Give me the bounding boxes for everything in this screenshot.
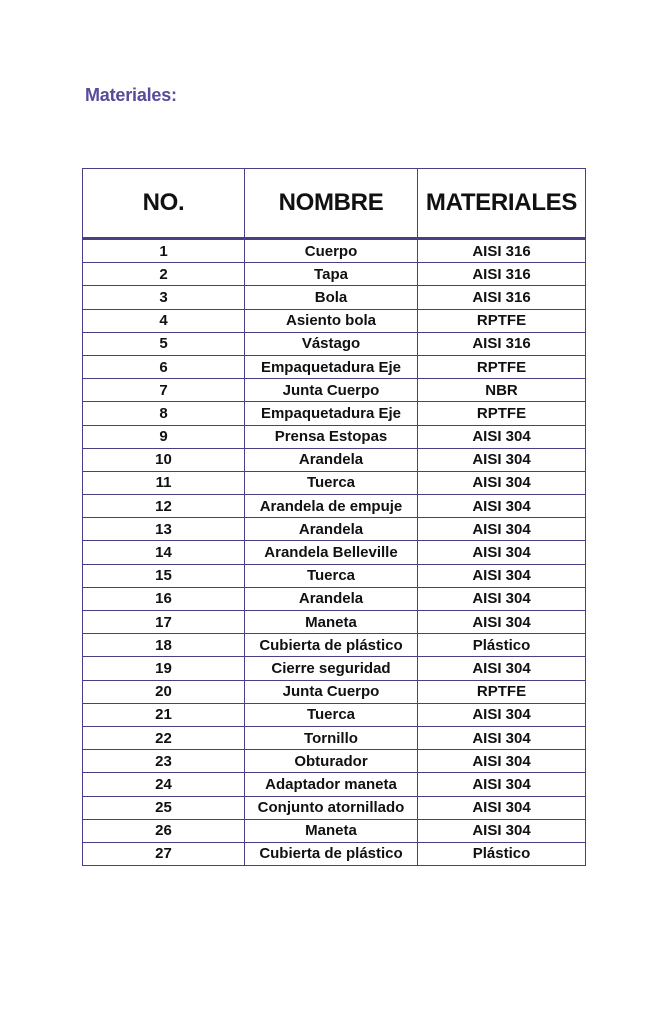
cell-nombre: Tuerca bbox=[245, 703, 418, 726]
table-row bbox=[83, 425, 586, 448]
cell-nombre: Junta Cuerpo bbox=[245, 680, 418, 703]
cell-nombre: Tapa bbox=[245, 263, 418, 286]
cell-nombre: Tornillo bbox=[245, 726, 418, 749]
table-row bbox=[83, 355, 586, 378]
table-row bbox=[83, 611, 586, 634]
cell-no: 20 bbox=[83, 680, 245, 703]
table-row bbox=[83, 263, 586, 286]
cell-nombre: Obturador bbox=[245, 750, 418, 773]
cell-material: AISI 304 bbox=[418, 657, 586, 680]
cell-nombre: Empaquetadura Eje bbox=[245, 355, 418, 378]
cell-material: AISI 304 bbox=[418, 495, 586, 518]
cell-no: 9 bbox=[83, 425, 245, 448]
cell-no: 1 bbox=[83, 239, 245, 263]
materials-table bbox=[82, 168, 586, 866]
cell-nombre: Vástago bbox=[245, 332, 418, 355]
cell-material: AISI 304 bbox=[418, 726, 586, 749]
cell-material: AISI 304 bbox=[418, 703, 586, 726]
cell-nombre: Arandela bbox=[245, 448, 418, 471]
cell-nombre: Cubierta de plástico bbox=[245, 634, 418, 657]
cell-nombre: Maneta bbox=[245, 819, 418, 842]
table-row bbox=[83, 634, 586, 657]
cell-nombre: Cubierta de plástico bbox=[245, 842, 418, 865]
table-row bbox=[83, 309, 586, 332]
table-row bbox=[83, 239, 586, 263]
cell-material: AISI 304 bbox=[418, 448, 586, 471]
table-row bbox=[83, 379, 586, 402]
cell-no: 2 bbox=[83, 263, 245, 286]
cell-material: AISI 304 bbox=[418, 518, 586, 541]
cell-nombre: Cierre seguridad bbox=[245, 657, 418, 680]
header-nombre: NOMBRE bbox=[245, 169, 418, 239]
table-header-row bbox=[83, 169, 586, 239]
table-row bbox=[83, 587, 586, 610]
table-row bbox=[83, 286, 586, 309]
cell-material: AISI 304 bbox=[418, 541, 586, 564]
cell-material: AISI 304 bbox=[418, 750, 586, 773]
table-row bbox=[83, 564, 586, 587]
cell-no: 6 bbox=[83, 355, 245, 378]
cell-material: RPTFE bbox=[418, 309, 586, 332]
cell-nombre: Prensa Estopas bbox=[245, 425, 418, 448]
table-row bbox=[83, 819, 586, 842]
table-row bbox=[83, 796, 586, 819]
table-row bbox=[83, 750, 586, 773]
cell-no: 19 bbox=[83, 657, 245, 680]
cell-nombre: Adaptador maneta bbox=[245, 773, 418, 796]
cell-nombre: Arandela Belleville bbox=[245, 541, 418, 564]
cell-no: 4 bbox=[83, 309, 245, 332]
table-row bbox=[83, 680, 586, 703]
cell-material: AISI 316 bbox=[418, 263, 586, 286]
cell-nombre: Arandela de empuje bbox=[245, 495, 418, 518]
cell-material: AISI 304 bbox=[418, 611, 586, 634]
cell-material: AISI 304 bbox=[418, 471, 586, 494]
cell-material: Plástico bbox=[418, 634, 586, 657]
cell-nombre: Arandela bbox=[245, 587, 418, 610]
cell-material: RPTFE bbox=[418, 355, 586, 378]
table-row bbox=[83, 842, 586, 865]
cell-no: 21 bbox=[83, 703, 245, 726]
table-row bbox=[83, 471, 586, 494]
table-row bbox=[83, 332, 586, 355]
cell-no: 25 bbox=[83, 796, 245, 819]
table-row bbox=[83, 495, 586, 518]
table-row bbox=[83, 703, 586, 726]
cell-material: AISI 316 bbox=[418, 332, 586, 355]
cell-no: 18 bbox=[83, 634, 245, 657]
cell-no: 15 bbox=[83, 564, 245, 587]
section-title: Materiales: bbox=[85, 85, 177, 105]
table-row bbox=[83, 518, 586, 541]
table-row bbox=[83, 402, 586, 425]
cell-material: AISI 304 bbox=[418, 796, 586, 819]
table-row bbox=[83, 773, 586, 796]
cell-nombre: Conjunto atornillado bbox=[245, 796, 418, 819]
cell-no: 26 bbox=[83, 819, 245, 842]
cell-nombre: Cuerpo bbox=[245, 239, 418, 263]
header-materiales: MATERIALES bbox=[418, 169, 586, 239]
table-row bbox=[83, 541, 586, 564]
cell-no: 22 bbox=[83, 726, 245, 749]
cell-no: 5 bbox=[83, 332, 245, 355]
cell-no: 7 bbox=[83, 379, 245, 402]
cell-no: 14 bbox=[83, 541, 245, 564]
cell-material: NBR bbox=[418, 379, 586, 402]
cell-no: 13 bbox=[83, 518, 245, 541]
cell-material: AISI 304 bbox=[418, 819, 586, 842]
cell-nombre: Arandela bbox=[245, 518, 418, 541]
cell-material: AISI 316 bbox=[418, 286, 586, 309]
cell-nombre: Empaquetadura Eje bbox=[245, 402, 418, 425]
table-row bbox=[83, 726, 586, 749]
cell-nombre: Tuerca bbox=[245, 471, 418, 494]
materials-table-body bbox=[83, 239, 586, 866]
cell-material: RPTFE bbox=[418, 402, 586, 425]
header-no: NO. bbox=[83, 169, 245, 239]
cell-no: 17 bbox=[83, 611, 245, 634]
cell-no: 27 bbox=[83, 842, 245, 865]
cell-no: 16 bbox=[83, 587, 245, 610]
cell-material: AISI 316 bbox=[418, 239, 586, 263]
cell-no: 24 bbox=[83, 773, 245, 796]
cell-material: AISI 304 bbox=[418, 425, 586, 448]
cell-material: RPTFE bbox=[418, 680, 586, 703]
cell-no: 8 bbox=[83, 402, 245, 425]
cell-nombre: Bola bbox=[245, 286, 418, 309]
cell-no: 23 bbox=[83, 750, 245, 773]
cell-material: Plástico bbox=[418, 842, 586, 865]
cell-material: AISI 304 bbox=[418, 564, 586, 587]
cell-material: AISI 304 bbox=[418, 773, 586, 796]
table-row bbox=[83, 657, 586, 680]
cell-no: 10 bbox=[83, 448, 245, 471]
cell-no: 11 bbox=[83, 471, 245, 494]
cell-no: 12 bbox=[83, 495, 245, 518]
table-row bbox=[83, 448, 586, 471]
cell-nombre: Maneta bbox=[245, 611, 418, 634]
cell-material: AISI 304 bbox=[418, 587, 586, 610]
cell-nombre: Tuerca bbox=[245, 564, 418, 587]
cell-nombre: Junta Cuerpo bbox=[245, 379, 418, 402]
cell-nombre: Asiento bola bbox=[245, 309, 418, 332]
cell-no: 3 bbox=[83, 286, 245, 309]
